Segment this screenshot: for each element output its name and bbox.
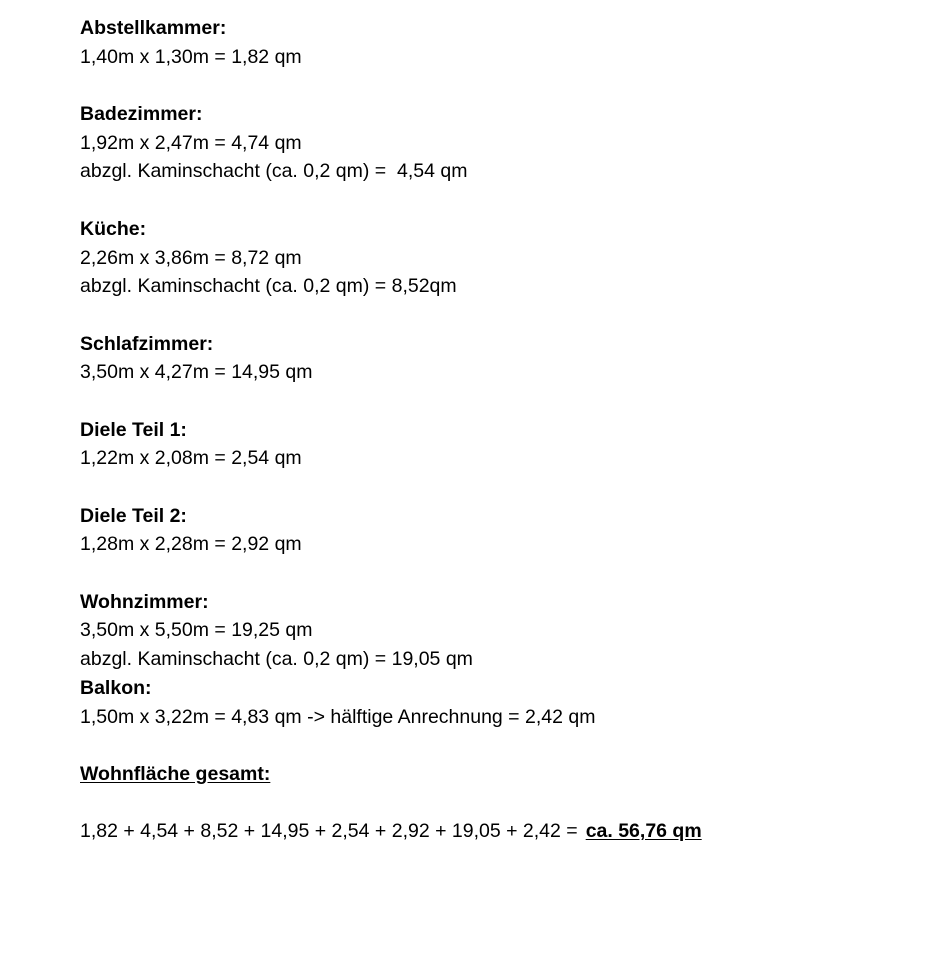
section-heading-schlafzimmer: Schlafzimmer: [80,332,214,355]
section-heading-kueche: Küche: [80,217,147,240]
total-heading: Wohnfläche gesamt: [80,762,271,785]
section-heading-abstellkammer: Abstellkammer: [80,17,227,39]
spacer [80,301,940,330]
calc-line-schlafzimmer: 3,50m x 4,27m = 14,95 qm [80,361,313,384]
spacer [80,71,940,100]
spacer [80,789,940,818]
total-sum-expression: 1,82 + 4,54 + 8,52 + 14,95 + 2,54 + 2,92 + 19,05 + 2,42 = [80,820,578,843]
calc-line-kueche: 2,26m x 3,86m = 8,72 qm [80,246,302,269]
calc-line-abstellkammer: 1,40m x 1,30m = 1,82 qm [80,45,302,68]
section-heading-wohnzimmer: Wohnzimmer: [80,590,209,613]
document-body [80,14,940,846]
section-heading-badezimmer: Badezimmer: [80,103,203,126]
calc-line-diele-teil-2: 1,28m x 2,28m = 2,92 qm [80,533,302,556]
spacer [80,559,940,588]
spacer [80,186,940,215]
deduction-line-badezimmer: abzgl. Kaminschacht (ca. 0,2 qm) = 4,54 qm [80,160,468,183]
total-result: ca. 56,76 qm [585,820,702,843]
total-sum-line [80,817,940,846]
spacer [80,387,940,416]
section-heading-diele-teil-2: Diele Teil 2: [80,504,187,527]
spacer [80,731,940,760]
calc-line-diele-teil-1: 1,22m x 2,08m = 2,54 qm [80,447,302,470]
calc-line-badezimmer: 1,92m x 2,47m = 4,74 qm [80,131,302,154]
section-heading-diele-teil-1: Diele Teil 1: [80,418,187,441]
deduction-line-kueche: abzgl. Kaminschacht (ca. 0,2 qm) = 8,52qm [80,275,457,298]
section-heading-balkon: Balkon: [80,676,152,699]
spacer [80,473,940,502]
calc-line-balkon: 1,50m x 3,22m = 4,83 qm -> hälftige Anrechnung = 2,42 qm [80,705,596,728]
calc-line-wohnzimmer: 3,50m x 5,50m = 19,25 qm [80,619,313,642]
deduction-line-wohnzimmer: abzgl. Kaminschacht (ca. 0,2 qm) = 19,05 qm [80,648,473,671]
